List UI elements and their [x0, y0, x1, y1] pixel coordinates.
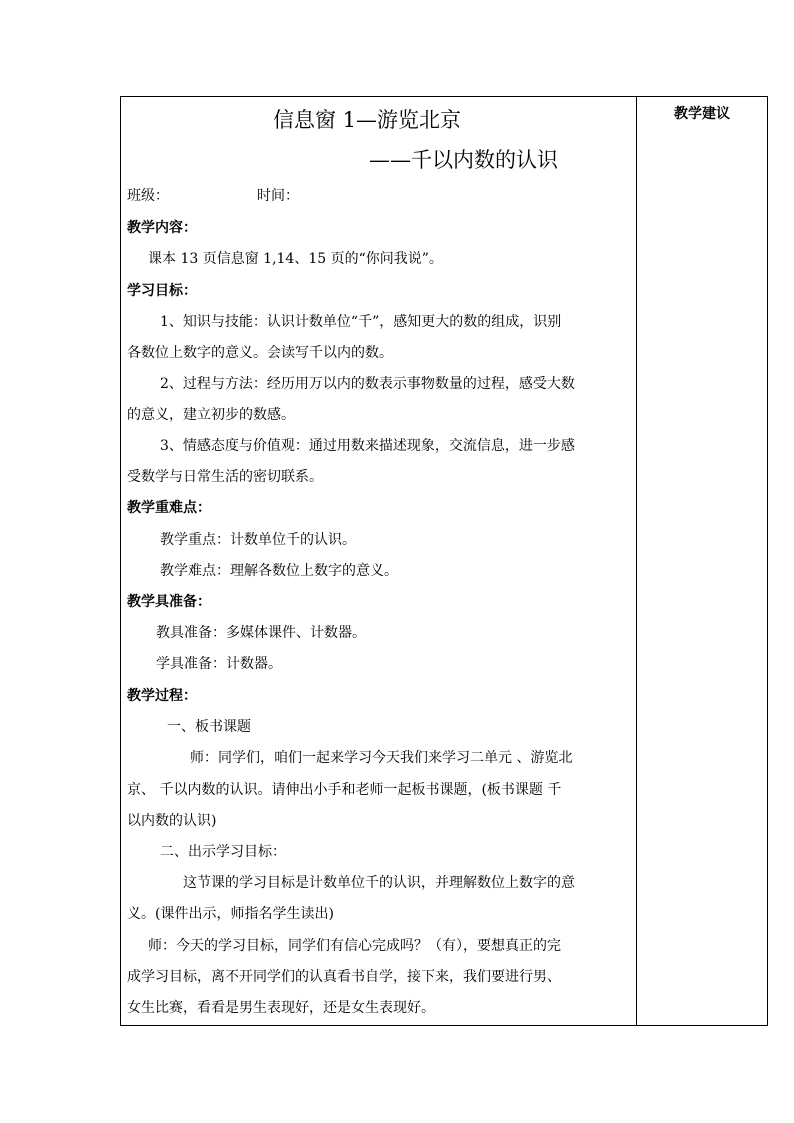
section-2-para-line-4: 成学习目标，离不开同学们的认真看书自学，接下来，我们要进行男、: [127, 969, 561, 985]
keypoints-heading: 教学重难点：: [127, 500, 211, 516]
section-1-para-line-1: 师：同学们，咱们一起来学习今天我们来学习二单元 、游览北: [190, 750, 573, 766]
title-line-1: 信息窗 1—游览北京: [273, 108, 462, 132]
main-column: [121, 97, 636, 1025]
process-heading: 教学过程：: [127, 688, 197, 704]
teaching-suggestion-header: 教学建议: [674, 106, 730, 122]
title-line-2: ——千以内数的认识: [369, 148, 558, 172]
section-1-title: 一、板书课题: [167, 719, 251, 735]
goal-1-line-2: 各数位上数字的意义。会读写千以内的数。: [127, 345, 393, 361]
section-2-para-line-5: 女生比赛，看看是男生表现好，还是女生表现好。: [127, 1000, 435, 1016]
suggestion-column: [637, 97, 767, 1025]
class-label: 班级：: [127, 188, 169, 204]
key-point: 教学重点：计数单位千的认识。: [160, 532, 356, 548]
student-materials: 学具准备：计数器。: [156, 656, 282, 672]
goal-3-line-2: 受数学与日常生活的密切联系。: [127, 469, 323, 485]
section-2-title: 二、出示学习目标：: [160, 844, 286, 860]
goals-heading: 学习目标：: [127, 283, 197, 299]
section-2-para-line-2: 义。(课件出示，师指名学生读出): [127, 906, 334, 922]
section-2-para-line-1: 这节课的学习目标是计数单位千的认识，并理解数位上数字的意: [183, 875, 575, 891]
meta-row: [127, 187, 299, 205]
goal-2-line-1: 2、过程与方法：经历用万以内的数表示事物数量的过程，感受大数: [160, 376, 575, 392]
content-heading: 教学内容：: [127, 220, 197, 236]
content-text: 课本 13 页信息窗 1,14、15 页的“你问我说”。: [148, 251, 443, 267]
materials-heading: 教学具准备：: [127, 594, 211, 610]
time-label: 时间：: [257, 188, 299, 204]
difficult-point: 教学难点：理解各数位上数字的意义。: [160, 563, 398, 579]
lesson-plan-table: [120, 96, 768, 1026]
goal-3-line-1: 3、情感态度与价值观：通过用数来描述现象，交流信息，进一步感: [160, 438, 575, 454]
section-2-para-line-3: 师：今天的学习目标，同学们有信心完成吗？（有），要想真正的完: [148, 938, 561, 954]
section-1-para-line-2: 京、 千以内数的认识。请伸出小手和老师一起板书课题，(板书课题 千: [127, 782, 562, 798]
goal-1-line-1: 1、知识与技能：认识计数单位“千”，感知更大的数的组成，识别: [160, 314, 562, 330]
section-1-para-line-3: 以内数的认识): [127, 813, 217, 829]
teacher-materials: 教具准备：多媒体课件、计数器。: [156, 625, 366, 641]
goal-2-line-2: 的意义，建立初步的数感。: [127, 407, 295, 423]
